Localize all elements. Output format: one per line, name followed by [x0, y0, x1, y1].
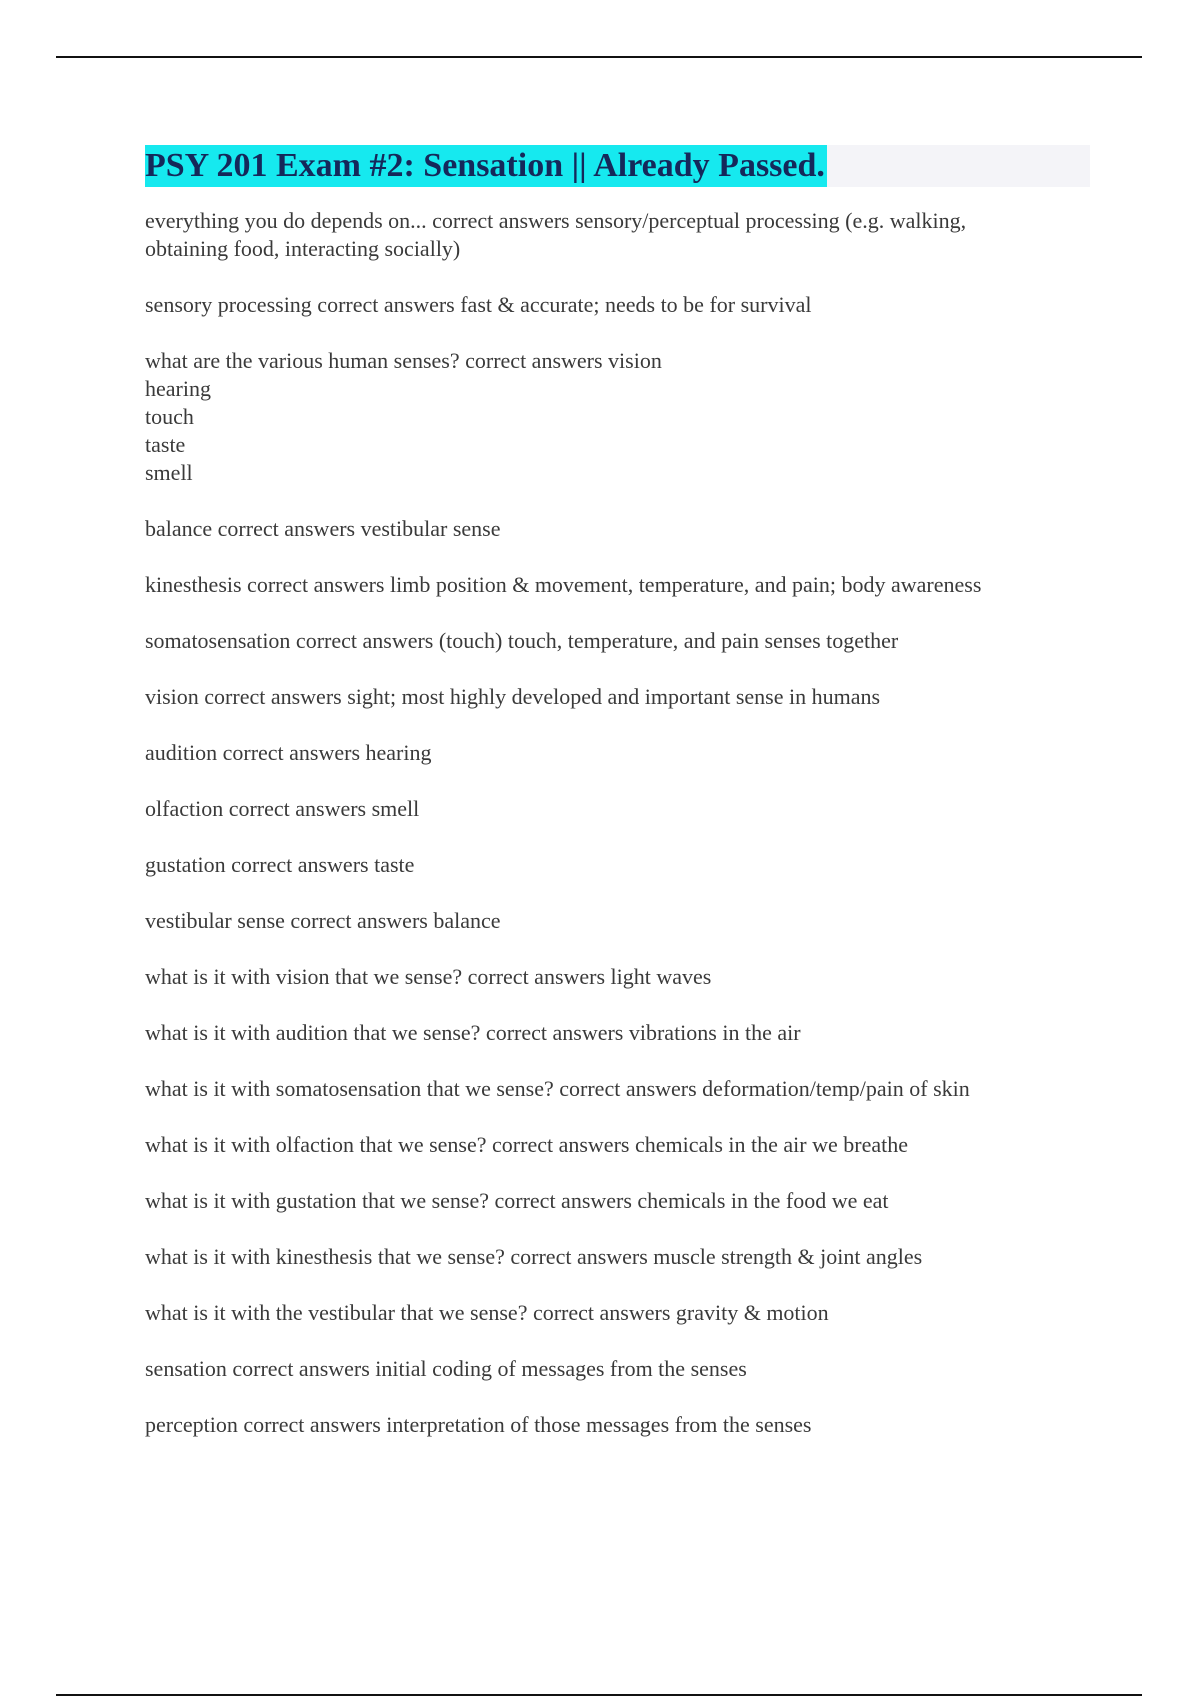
qa-line: kinesthesis correct answers limb position & movement, temperature, and pain; body awareness — [145, 572, 982, 597]
qa-line: sensory processing correct answers fast & accurate; needs to be for survival — [145, 292, 812, 317]
qa-entry — [145, 851, 1090, 879]
qa-entry — [145, 515, 1090, 543]
qa-line: what is it with gustation that we sense? correct answers chemicals in the food we eat — [145, 1188, 889, 1213]
qa-entry — [145, 963, 1090, 991]
qa-entry — [145, 1187, 1090, 1215]
qa-line: sensation correct answers initial coding of messages from the senses — [145, 1356, 747, 1381]
qa-line: what is it with somatosensation that we sense? correct answers deformation/temp/pain of skin — [145, 1076, 970, 1101]
qa-line: perception correct answers interpretation of those messages from the senses — [145, 1412, 812, 1437]
qa-entry — [145, 347, 1090, 487]
qa-line: olfaction correct answers smell — [145, 796, 420, 821]
qa-entry — [145, 1411, 1090, 1439]
qa-entry — [145, 207, 1090, 263]
qa-list — [145, 207, 1090, 1439]
qa-line: smell — [145, 460, 193, 485]
qa-line: what is it with audition that we sense? correct answers vibrations in the air — [145, 1020, 801, 1045]
qa-line: touch — [145, 404, 194, 429]
qa-line: what is it with olfaction that we sense? correct answers chemicals in the air we breathe — [145, 1132, 908, 1157]
qa-line: balance correct answers vestibular sense — [145, 516, 501, 541]
qa-line: obtaining food, interacting socially) — [145, 236, 461, 261]
qa-entry — [145, 571, 1090, 599]
bottom-rule — [56, 1694, 1142, 1696]
qa-entry — [145, 1299, 1090, 1327]
qa-entry — [145, 1019, 1090, 1047]
qa-line: taste — [145, 432, 186, 457]
qa-line: everything you do depends on... correct answers sensory/perceptual processing (e.g. walking, — [145, 208, 967, 233]
qa-line: hearing — [145, 376, 211, 401]
qa-line: what are the various human senses? correct answers vision — [145, 348, 662, 373]
document-body — [145, 145, 1090, 1467]
qa-entry — [145, 291, 1090, 319]
qa-entry — [145, 739, 1090, 767]
qa-line: vision correct answers sight; most highly developed and important sense in humans — [145, 684, 881, 709]
qa-entry — [145, 1355, 1090, 1383]
document-title: PSY 201 Exam #2: Sensation || Already Passed. — [145, 145, 827, 187]
title-band — [145, 145, 1090, 187]
qa-entry — [145, 683, 1090, 711]
qa-line: audition correct answers hearing — [145, 740, 432, 765]
qa-line: gustation correct answers taste — [145, 852, 415, 877]
qa-entry — [145, 1075, 1090, 1103]
qa-line: somatosensation correct answers (touch) touch, temperature, and pain senses together — [145, 628, 899, 653]
qa-line: vestibular sense correct answers balance — [145, 908, 501, 933]
qa-entry — [145, 627, 1090, 655]
qa-entry — [145, 1131, 1090, 1159]
qa-entry — [145, 907, 1090, 935]
qa-line: what is it with the vestibular that we sense? correct answers gravity & motion — [145, 1300, 829, 1325]
qa-entry — [145, 795, 1090, 823]
qa-line: what is it with kinesthesis that we sense? correct answers muscle strength & joint angles — [145, 1244, 923, 1269]
qa-entry — [145, 1243, 1090, 1271]
top-rule — [56, 56, 1142, 58]
qa-line: what is it with vision that we sense? correct answers light waves — [145, 964, 712, 989]
